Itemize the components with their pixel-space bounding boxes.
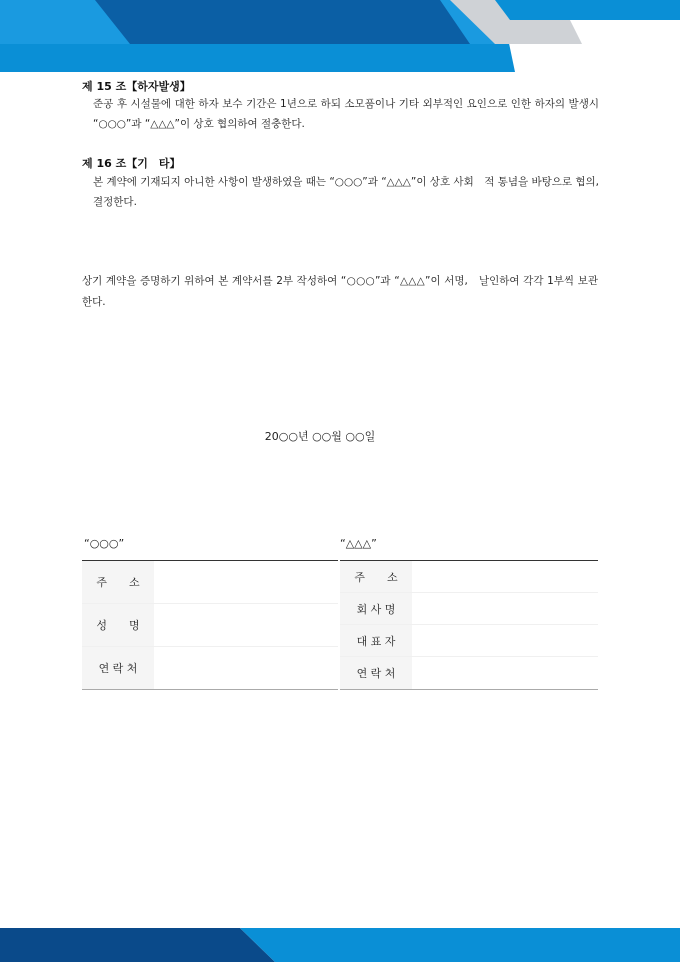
- party-b-company-label: 회 사 명: [340, 593, 412, 624]
- party-a-row-name: [82, 604, 338, 647]
- party-b-representative-field[interactable]: [412, 625, 598, 656]
- party-a-signature-table: [82, 560, 338, 690]
- party-b-company-field[interactable]: [412, 593, 598, 624]
- party-b-row-company: [340, 593, 598, 625]
- party-a-row-contact: [82, 647, 338, 689]
- party-a-name-field[interactable]: [154, 604, 338, 646]
- party-b-signature-table: [340, 560, 598, 690]
- party-b-representative-label: 대 표 자: [340, 625, 412, 656]
- party-b-row-representative: [340, 625, 598, 657]
- party-b-label: “△△△”: [340, 537, 377, 550]
- contract-date: 20○○년 ○○월 ○○일: [264, 430, 376, 443]
- party-b-row-contact: [340, 657, 598, 689]
- party-b-contact-field[interactable]: [412, 657, 598, 689]
- article-15-title: 제 15 조【하자발생】: [82, 80, 191, 93]
- party-a-address-field[interactable]: [154, 561, 338, 603]
- article-16-body: 본 계약에 기재되지 아니한 사항이 발생하였을 때는 “○○○”과 “△△△”이 상호 사회 적 통념을 바탕으로 협의, 결정한다.: [93, 176, 599, 208]
- header-decoration: [0, 0, 680, 72]
- party-b-row-address: [340, 561, 598, 593]
- footer-decoration: [0, 928, 680, 962]
- article-15-body: 준공 후 시설물에 대한 하자 보수 기간은 1년으로 하되 소모품이나 기타 외부적인 요인으로 인한 하자의 발생시 “○○○”과 “△△△”이 상호 협의하여 절충한다.: [93, 98, 599, 130]
- party-a-contact-field[interactable]: [154, 647, 338, 689]
- party-b-contact-label: 연 락 처: [340, 657, 412, 689]
- party-a-name-label: 성 명: [82, 604, 154, 646]
- closing-statement: 상기 계약을 증명하기 위하여 본 계약서를 2부 작성하여 “○○○”과 “△△△”이 서명, 날인하여 각각 1부씩 보관한다.: [82, 275, 598, 308]
- party-a-label: “○○○”: [84, 537, 125, 550]
- party-b-address-field[interactable]: [412, 561, 598, 592]
- article-16-title: 제 16 조【기 타】: [82, 157, 181, 170]
- party-a-address-label: 주 소: [82, 561, 154, 603]
- party-a-row-address: [82, 561, 338, 604]
- party-a-contact-label: 연 락 처: [82, 647, 154, 689]
- party-b-address-label: 주 소: [340, 561, 412, 592]
